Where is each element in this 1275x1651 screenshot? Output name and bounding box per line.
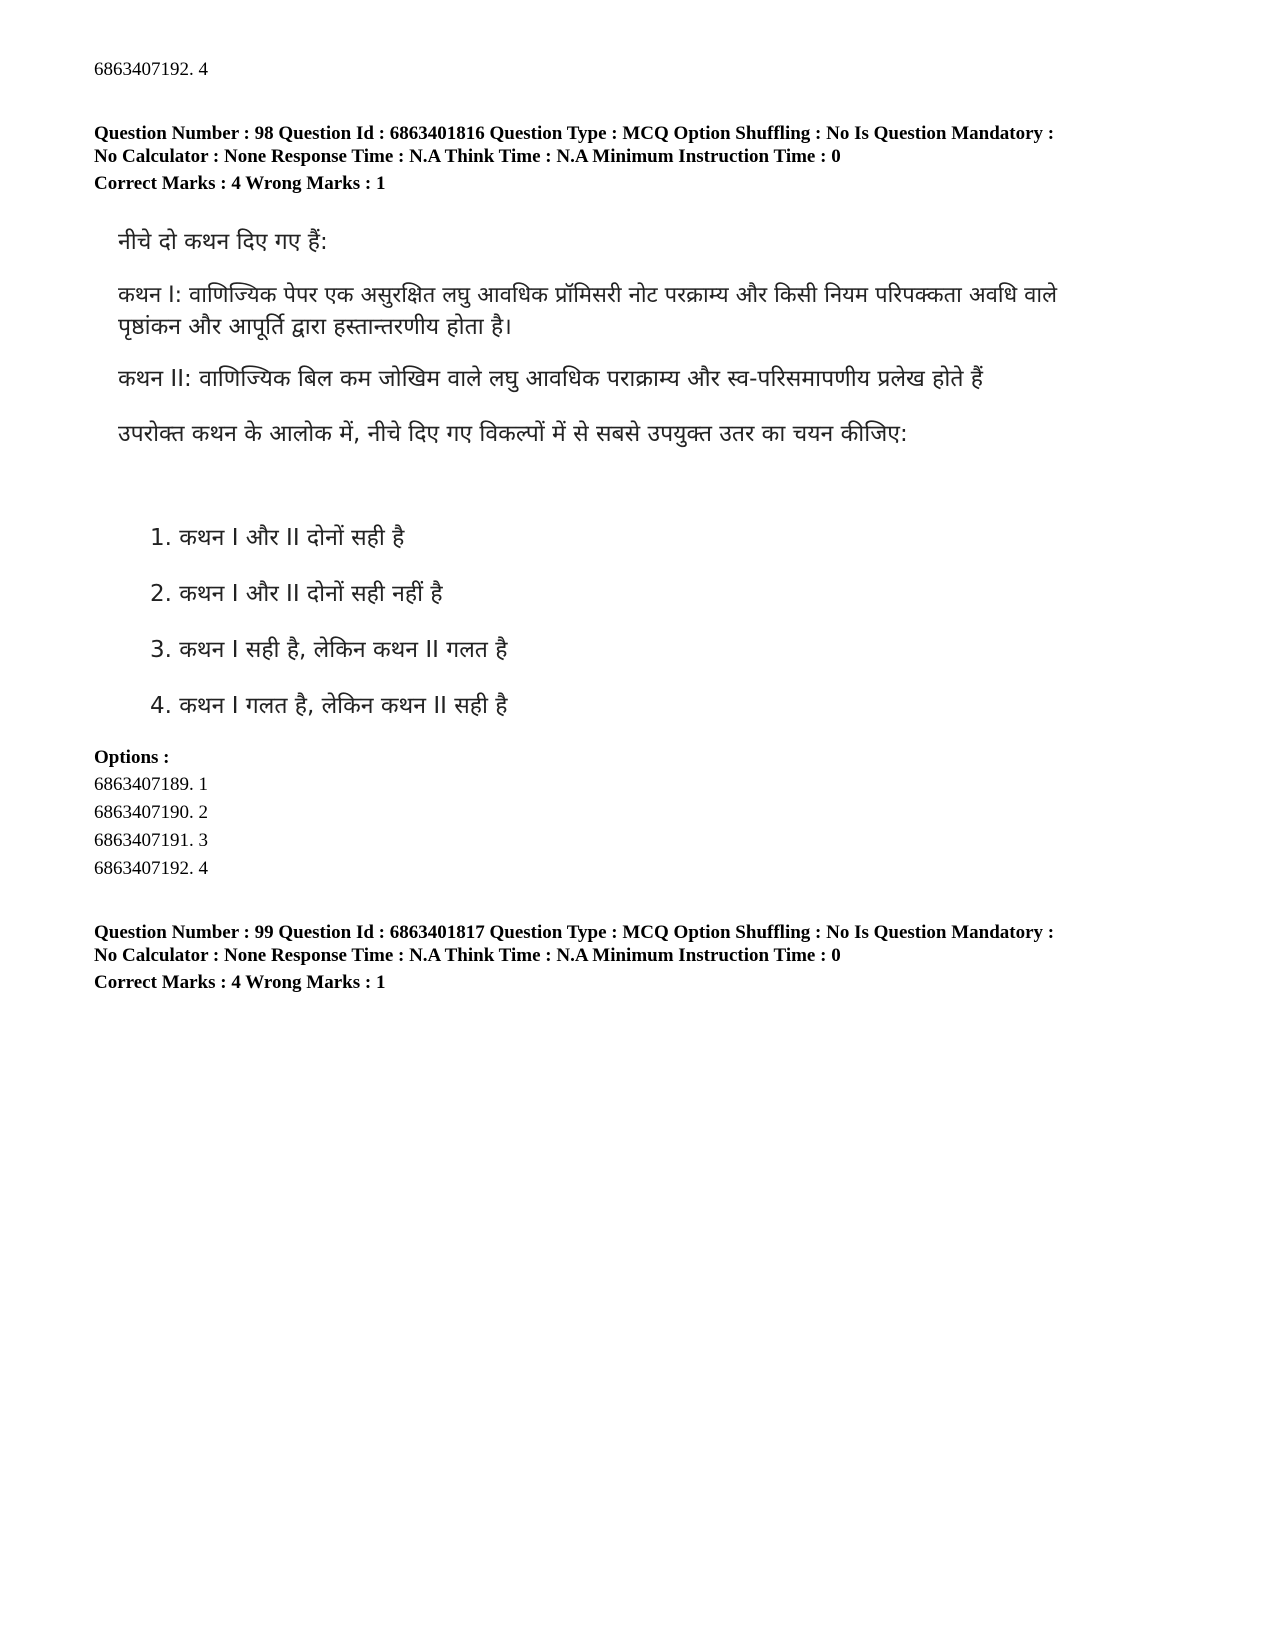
choice-item: 3. कथन I सही है, लेकिन कथन II गलत है: [150, 637, 508, 663]
choice-item: 1. कथन I और II दोनों सही है: [150, 525, 405, 551]
question-meta-line1: Question Number : 99 Question Id : 6863401817 Question Type : MCQ Option Shuffling : No Is Question Mandatory :: [94, 922, 1055, 943]
statement-2: कथन II: वाणिज्यिक बिल कम जोखिम वाले लघु आवधिक पराक्राम्य और स्व-परिसमापणीय प्रलेख होते हैं: [118, 366, 983, 392]
question-meta-line2: No Calculator : None Response Time : N.A Think Time : N.A Minimum Instruction Time : 0: [94, 945, 841, 966]
stem-instruction: उपरोक्त कथन के आलोक में, नीचे दिए गए विकल्पों में से सबसे उपयुक्त उतर का चयन कीजिए:: [118, 421, 908, 447]
previous-answer-line: 6863407192. 4: [94, 59, 208, 80]
option-id: 6863407189. 1: [94, 774, 208, 795]
option-id: 6863407192. 4: [94, 858, 208, 879]
option-id: 6863407191. 3: [94, 830, 208, 851]
statement-1-line-2: पृष्ठांकन और आपूर्ति द्वारा हस्तान्तरणीय होता है।: [118, 314, 512, 340]
question-marks: Correct Marks : 4 Wrong Marks : 1: [94, 173, 386, 194]
question-meta-line2: No Calculator : None Response Time : N.A Think Time : N.A Minimum Instruction Time : 0: [94, 146, 841, 167]
stem-intro: नीचे दो कथन दिए गए हैं:: [118, 229, 328, 255]
option-id: 6863407190. 2: [94, 802, 208, 823]
options-label: Options :: [94, 747, 170, 768]
question-marks: Correct Marks : 4 Wrong Marks : 1: [94, 972, 386, 993]
statement-1-line-1: कथन I: वाणिज्यिक पेपर एक असुरक्षित लघु आवधिक प्रॉमिसरी नोट परक्राम्य और किसी नियम परिपक्कता अवधि वाले: [118, 283, 1057, 308]
choice-item: 2. कथन I और II दोनों सही नहीं है: [150, 581, 443, 607]
choice-item: 4. कथन I गलत है, लेकिन कथन II सही है: [150, 693, 508, 719]
question-meta-line1: Question Number : 98 Question Id : 6863401816 Question Type : MCQ Option Shuffling : No Is Question Mandatory :: [94, 123, 1055, 144]
